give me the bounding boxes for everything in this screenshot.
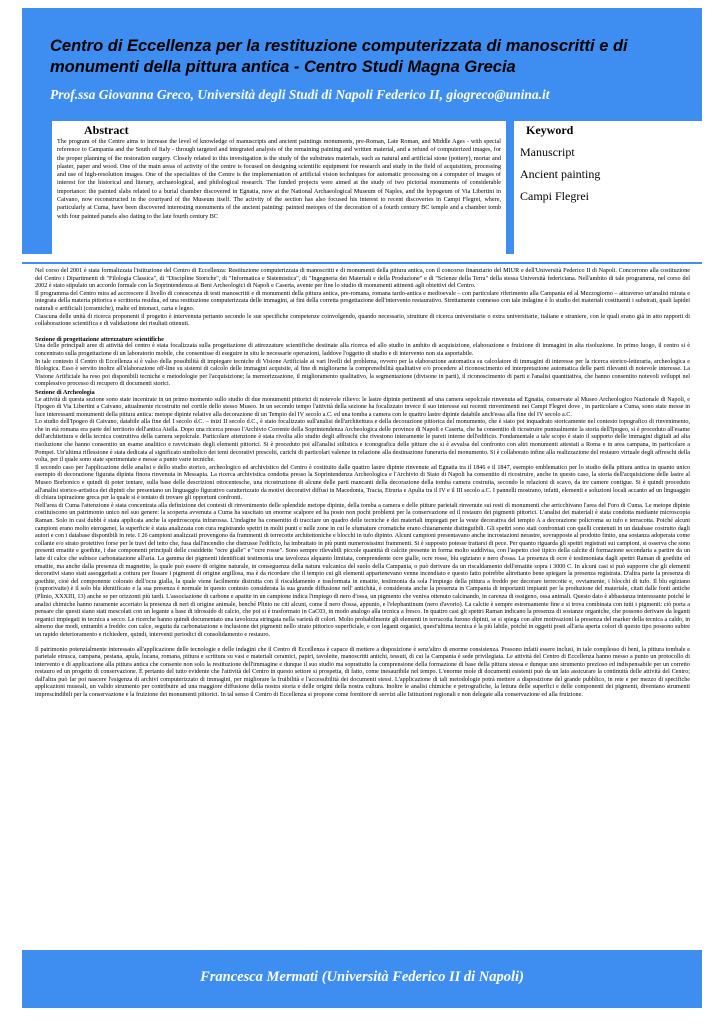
body-paragraph-vision: In tale contesto il Centro di Eccellenza si è valso della possibilità di impiegare tecniche di Visione Artificiale ai vari livelli del problema, ovvero per la elaborazione automatica su calcolatore di immagini di interesse per la ricerca storico-letteraria, archeologica e filologica. Esso è servito inoltre all'elaborazione off-line su sistemi di calcolo delle immagini acquisite, al fine di migliorarne la comprensibilità qualitative e/o procedere al riconoscimento ed interpretazione automatica delle parti rilevanti di notevole interesse. La Visione Artificiale ha reso poi disponibili tecniche e metodologie per l'acquisizione; la memorizzazione, il miglioramento qualitativo, la segmentazione (divisone in parti), il riconoscimento di parti e l'analisi quantitativa, che hanno consentito notevoli sviluppi nel complessivo processo di recupero di documenti storici. xyxy=(35,358,690,388)
body-paragraph-egnatia: Le attività di questa sezione sono state incentrate in un primo momento sullo studio di due monumenti pittorici di notevole rilievo: le lastre dipinte pertinenti ad una camera sepolcrale rinvenuta ad Egnatia, conservate al Museo Archeologico Nazionale di Napoli, e l'Ipogeo di Via Libertini a Caivano, attualmente ricostruito nel cortile dello stesso Museo. In un secondo tempo l'attività della sezione ha focalizzato invece il suo interesse sui recenti rinvenimenti nei Campi Flegrei dove , in particolare a Cuma, sono state messe in luce interessanti monumenti della pittura antica: metope dipinte relative alla decorazione di un Tempio del IV secolo a.C. ed una tomba a camera con le quattro lastre dipinte databile anch'essa alla fine del IV secolo a.C. xyxy=(35,396,690,418)
body-paragraph-analysis: Il secondo caso per l'applicazione delle analisi e dello studio storico, archeologico ed archivistico del Centro è costituito dalle quattro lastre dipinte rinvenute ad Egnatia tra il 1846 e il 1847, esempio emblematico per lo studio della pittura antica in quanto unico esempio di decorazione figurata dipinta finora rinvenuta in Messapia. La ricerca archivistica condotta presso la Soprintendenza Archeologica e l'Archivio di Stato di Napoli ha consentito di ricostruire, anche in questo caso, la storia dell'acquisizione delle lastre al Museo Borbonico e quindi di poter tentare, sulla base delle descrizioni ottocentesche, una ricostruzione di alcune delle parti mancanti della decorazione della tomba camera costruita, secondo le relazioni di scavo, da tre camere contigue. Si è quindi proceduto all'analisi storico-artistica dei dipinti che presentano un linguaggio figurativo caratterizzato da motivi decorativi diffusi in Macedonia, Tracia, Etruria e Apulia tra il IV e il III secolo a.C. I pannelli mostrano, infatti, elementi e soluzioni locali accanto ad un linguaggio di chiara ispirazione greca per la quale si è tentato di trovare gli opportuni confronti. xyxy=(35,464,690,502)
abstract-heading: Abstract xyxy=(84,123,129,137)
section-heading-projects: Sezione di progettazione attrezzature scientifiche xyxy=(35,335,164,343)
poster-title: Centro di Eccellenza per la restituzione computerizzata di manoscritti e di monumenti della pittura antica - Centro Studi Magna Grecia xyxy=(50,37,628,76)
section-heading-archaeology: Sezione di Archeologia xyxy=(35,388,95,396)
body-paragraph-caivano: Lo studio dell'Ipogeo di Caivano, databile alla fine del I secolo d.C. – inizi II secolo d.C., è stato focalizzato sull'analisi dell'architettura e della decorazione pittorica del monumento, che è stato poi inquadrato storicamente nel contesto topografico di rinvenimento, che in età romana era parte del territorio dell'antica Atella. Dopo una ricerca presso l'Archivio Corrente della Soprintendenza Archeologica delle province di Napoli e Caserta, che ha consentito di ricostruire puntualmente la storia dell'Ipogeo, si è proceduto all'esame dell'architettura e della tecnica costruttiva della camera sepolcrale. Particolare attenzione è stata rivolta allo studio degli affreschi che rivestono interamente le pareti interne dell'edificio. Fondamentale a tale scopo è stato il supporto delle immagini digitali ad alta risoluzione che hanno consentito un esame analitico e ravvicinato degli elementi pittorici. Si è proceduto poi all'analisi stilistica e iconografica delle pitture che si è avvalsa del confronto con altri monumenti attestati a Roma e in area campana, in particolare a Pompei. Un'ultima riflessione è stata dedicata al significato simbolico dei temi decorativi prescelti, carichi di particolari valenze in relazione alla destinazione funeraria del monumento. Si è collaborato infine alla realizzazione del restauro virtuale degli affreschi della volta, per il quale sono state sperimentate e messe a punto varie tecniche. xyxy=(35,419,690,464)
abstract-text: The program of the Centre aims to increase the level of knowledge of manuscripts and ancient paintings monuments, pre-Roman, Late Roman, and Middle Ages - with special reference to Campania and the South of Italy - through targeted and integrated analysis of the remaining painting and written material, and a refund of computerized images, for the proper planning of the restoration surgery. Closely related to this investigation is the study of the substrates materials, such as natural and artificial stone (pottery), mortar and plaster, paper and wood. One of the main areas of activity of the centre is focused on designing scientific equipment for research and study in the field of acquisition, processing and use of high-resolution images. One of the specialties of the Centre is the implementation of artificial vision techniques for automatic processing on a computer of images of interest for the historical and literary, archaeological, and philological research. The funded projects were aimed at the study of two pictorial monuments of considerable importance: the painted slabs related to a burial chamber discovered in Egnatia, now at the National Archaeological Museum of Naples, and the hypogeum of Via Libertini in Caivano, now reconstructed in the courtyard of the Museum itself. The activity of the section has also focused his interest to recent discoveries in Campi Flegrei, where, particularly at Cuma, have been discovered interesting monuments of the ancient painting: painted metopes of the decoration of a fourth century BC temple and a chamber tomb with four painted panels also dating to the late fourth century BC xyxy=(57,138,501,220)
section-divider xyxy=(22,262,702,264)
poster-footer xyxy=(22,950,702,1008)
keyword-box xyxy=(514,121,722,258)
body-paragraph-projects: Una delle principali aree di attività del centro è stata focalizzata sulla progettazione di attrezzature scientifiche destinate alla ricerca ed allo studio in ambito di acquisizione, elaborazione e fruizione di immagini in alta risoluzione. In primo luogo, il centro si è concentrato sulla progettazione di un laboratorio mobile, che consentisse di eseguire in situ le necessarie operazioni, laddove l'oggetto di studio e di intervento non sia asportabile. xyxy=(35,343,690,357)
body-text xyxy=(35,268,690,700)
body-paragraph-cuma: Nell'area di Cuma l'attenzione è stata concentrata alla definizione dei contesti di rinvenimento delle splendide metope dipinte, della tomba a camera e delle pitture parietali rinvenute sui resti di monumenti che arricchivano l'area del Foro di Cuma. Le metope dipinte costituiscono un patrimonio unico nel suo genere: la scoperta avvenuta a Cuma ha suscitato un enorme scalpore ed ha posto non pochi problemi per la conservazione ed il restauro dei pigmenti pittorici. L'analisi dei materiali è stata condotta mediante microscopia Raman. Solo in casi dubbi è stata applicata anche la spettroscopia infrarossa. L'indagine ha consentito di tracciare un quadro delle tecniche e dei materiali impiegati per la veste decorativa del tempio A a decorazione policroma su tufo e terracotta. Poiché alcuni campioni erano molto eterogenei, la superficie è stata analizzata con cura registrando spettri in molti punti e nelle zone in cui le sfumature cromatiche erano chiaramente distinguibili. Gli spettri sono stati confrontati con quelli contenuti in un database costruito dagli autori e con i database disponibili in rete. I 26 campioni analizzati provengono da frammenti di terrecotte architettoniche e blocchi in tufo dipinto. Alcuni campioni presentavano anche incrostazioni nerastre, sovrapposte al prodotto finito, una sostanza adoperata come collante e/o strato protettivo forse per le travi del tetto che, fusa dall'incendio che distrusse l'edificio, ha imbrattato in più punti numerosissimi frammenti. Si è supposto potesse trattarsi di pece. Per quanto riguarda gli spettri registrati sui campioni, si osserva che sono presenti ematite e goethite, i due componenti principali delle cosiddette "ocre gialle" e "ocre rosse". Sono sempre rilevabili piccole quantità di calcite presente in forma molto suddivisa, con l'aspetto cioè tipico della calcite di formazione secondaria a partire da un latte di calce che subisce carbonatazione all'aria. La gamma dei pigmenti identificati testimonia una tavolozza alquanto limitata, comprendente ocre gialle, ocre rosse, blu egiziano e nero d'ossa. La presenza di ocre è testimoniata dagli spettri Raman di goethite ed ematite, ma anche dalla presenza di magnetite, la quale può essere di origine naturale, in conseguenza della natura vulcanica del suolo della Campania, o può derivare da un riscaldamento dell'ematite sopra i 3000 C. In alcuni casi si può supporre che gli elementi decorativi siano stati assoggettati a cottura per fissare i pigmenti di origine argillosa, ma è da ricordare che il tempio cui gli elementi appartenevano venne incendiato e questo fatto potrebbe altrettanto bene spiegare la presenza registrata. D'altra parte la presenza di goethite, cioè del componente colorato dell'ocra gialla, la quale viene facilmente distrutta con il riscaldamento e trasformata in ematite, testimonia da sola l'impiego della pittura a freddo per decorare terrecotte e, ovviamente, i blocchi di tufo. Il blu egiziano (cuprorivaite) è il solo blu identificato e la sua presenza è normale in questo contesto considerata la sua grande diffusione nell' antichità, è considerata anche la presenza in Campania di importanti impianti per la produzione del materiale, citati dalle fonti antiche (Plinio, XXXIII, 13) anche se per orizzonti più tardi. L'associazione di carbone e apatite in un campione indica l'impiego di nero d'ossa, un pigmento che veniva ottenuto calcinando, in carenza di ossigeno, ossa animali. Questo dato è abbastanza interessante poiché le analisi chimiche hanno raramente accertato la presenza di neri di origine animale, benché Plinio ne citi alcuni, come il nero d'ossa, appunto, e l'elephantinum (nero d'avorio). La calcite è sempre estremamente fine e si trova combinata con tutti i pigmenti: ciò porta a pensare che questi siano stati mescolati con un legante a base di idrossido di calcio, che poi si è trasformato in CaC03, in modo analogo alla tecnica a fresco. In quattro casi gli spettri Raman indicano la presenza di sostanze organiche, che possono derivare da leganti organici impiegati in tecnica a secco. Le ricerche hanno quindi documentato una tavolozza stringata nella varietà di colori. Molto probabilmente gli elementi in terracotta furono dipinti, se si spiega con altre motivazioni la presenza del marker della tecnica a caldo, in almeno due modi, entrambi a freddo: con calce, seguita da carbonatazione e inclusione dei pigmenti nello strato pittorico superficiale, e con leganti organici, quest'ultima tecnica è la più labile, poiché in oggetti posti all'aria aperta colori di questo tipo possono subire un rapido deterioramento e richiedere, quindi, interventi periodici di consolidamento e restauro. xyxy=(35,502,690,638)
keyword-item: Campi Flegrei xyxy=(520,189,589,203)
poster-authors: Prof.ssa Giovanna Greco, Università degli Studi di Napoli Federico II, giogreco@unina.it xyxy=(50,87,550,102)
body-paragraph-program: Il programma del Centro mira ad accrescere il livello di conoscenza di testi manoscritti e di monumenti della pittura antica, pre-romana, romana tardo-antica e medioevale – con particolare riferimento alla Campania ed al Mezzogiorno – attraverso un'analisi mirata e integrata della materia pittorica e scrittoria residua, ed una restituzione computerizzata delle immagini, ai fini della corretta progettazione dell'intervento restaurativo. Strettamente connesso con tale indagine è lo studio dei materiali costituenti i substrati, quali lapidei naturali e artificiali (ceramiche), malte ed intonaci, carta e legno. xyxy=(35,290,690,312)
keyword-item: Manuscript xyxy=(520,145,575,159)
body-paragraph-units: Ciascuna delle unità di ricerca proponenti il progetto è intervenuta pertanto secondo le sue specifiche competenze coinvolgendo, quando necessario, strutture di ricerca universitarie o extra universitarie, italiane e straniere, con le quali erano già in atto rapporti di collaborazione scientifica e di validazione dei risultati ottenuti. xyxy=(35,313,690,328)
body-paragraph-heritage: Il patrimonio potenzialmente interessato all'applicazione delle tecnologie e delle indagini che il Centro di Eccellenza è capace di mettere a disposizione è senz'altro di enorme consistenza. Possono infatti essere inclusi, in tale complesso di beni, la pittura tombale e parietale etrusca, campana, pestana, apula, lucana, romana, pittura e scrittura su vasi e materiali ceramici, papiri, tavolette, manoscritti antichi, tessuti, di cui la Campania è sede privilegiata. Le attività del Centro di Eccellenza hanno messo a punto un protocollo di intervento e di applicazione alla pittura antica che consente non solo la restituzione dell'immagine e dunque il suo studio ma soprattutto la comprensione della formazione di base della pittura stessa e dunque uno strumento prezioso ed indispensabile per un corretto restauro ed un progetto di conservazione. È pertanto del tutto evidente che l'attività del Centro in questo settore si prospetta, di fatto, come inesauribile nel tempo. L'enorme mole di documenti esistenti può da un lato assicurare la continuità delle attività del Centro; dall'altra può far poi nascere l'esigenza di archivi computerizzato di immagini, per migliorare la fruibilità e l'accessibilità dei documenti stessi. L'applicazione di tali metodologie potrà mettere a disposizione del grande pubblico, in rete e per mezzo di specifiche applicazioni museali, un valido strumento per contribuire ad una maggiore diffusione della nostra storia e delle origini della nostra cultura. Inoltre le analisi chimiche e petrografiche, la lettura delle superfici e delle componenti dei pigmenti, diventano strumenti imprescindibili per la conservazione e la fruizione dei monumenti pittorici. In tal senso il Centro di Eccellenza si propone come fornitore di servizi alle Istituzioni regionali e non delegate alla conservazione ed alla fruizione. xyxy=(35,646,690,699)
abstract-box xyxy=(52,121,506,258)
body-paragraph-intro: Nel corso del 2001 è stata formalizzata l'istituzione del Centro di Eccellenza: Restituzione computerizzata di manoscritti e di monumenti della pittura antica, con il concorso finanziario del MIUR e dell'Università Federico II di Napoli. Concorrono alla costituzione del Centro i Dipartimenti di "Filologia Classica", di "Discipline Storiche", di "Informatica e Sistemistica", di "Ingegneria dei Materiali e della Produzione" e di "Scienze della Terra" della stessa Università federiciana. Nell'ambito di tale programma, nel corso del 2002 è stato stipulato un accordo formale con la Soprintendenza ai Beni Archeologici di Napoli e Caserta, avente per fine lo studio di monumenti attinenti agli obiettivi del Centro. xyxy=(35,268,690,290)
footer-author: Francesca Mermati (Università Federico II di Napoli) xyxy=(200,969,524,985)
keyword-list xyxy=(520,145,600,211)
poster-header xyxy=(22,8,702,254)
keyword-heading: Keyword xyxy=(526,123,574,137)
keyword-item: Ancient painting xyxy=(520,167,601,181)
